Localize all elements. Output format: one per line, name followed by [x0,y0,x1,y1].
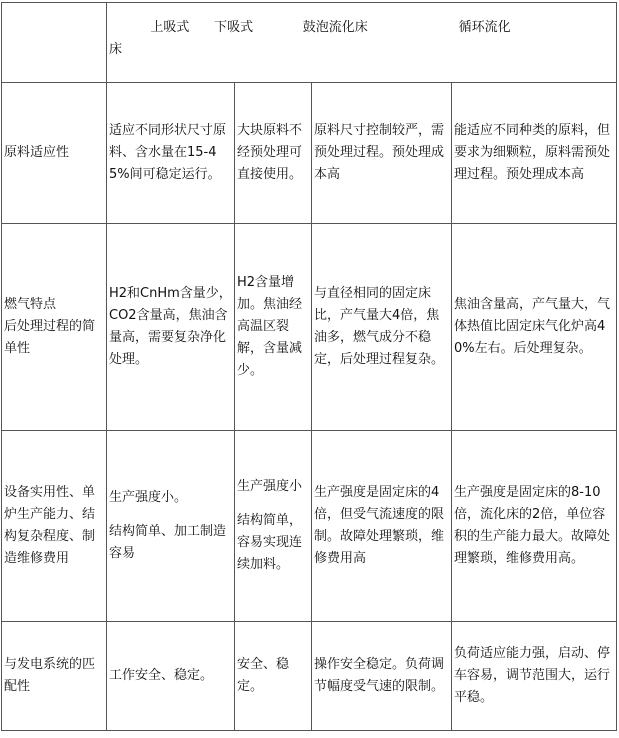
table-cell: 工作安全、稳定。 [107,622,235,731]
table-row [2,224,617,431]
table-cell: 焦油含量高，产气量大，气体热值比固定床气化炉高40%左右。后处理复杂。 [452,224,617,431]
cell-paragraph: 结构简单，容易实现连续加料。 [237,513,303,572]
table-cell: 原料尺寸控制较严，需预处理过程。预处理成本高 [312,83,452,224]
row-label: 设备实用性、单炉生产能力、结构复杂程度、制造维修费用 [2,431,107,622]
table-cell: 生产强度是固定床的8-10倍，流化床的2倍，单位容积的生产能力最大。故障处理繁琐，维修费用高。 [452,431,617,622]
table-cell: 大块原料不经预处理可直接使用。 [235,83,312,224]
table-cell: 安全、稳定。 [235,622,312,731]
table-cell: 适应不同形状尺寸原料、含水量在15-45%间可稳定运行。 [107,83,235,224]
header-line-2: 床 [109,42,123,57]
cell-paragraph: 结构简单、加工制造容易 [109,524,227,561]
table-row [2,622,617,731]
row-label-part: 燃气特点 [4,297,57,312]
table-cell: 与直径相同的固定床比，产气量大4倍，焦油多，燃气成分不稳定，后处理过程复杂。 [312,224,452,431]
row-label: 原料适应性 [2,83,107,224]
table-cell: 操作安全稳定。负荷调节幅度受气速的限制。 [312,622,452,731]
header-line-1: 上吸式 下吸式 鼓泡流化床 循环流化 [109,20,511,35]
row-label [2,224,107,431]
row-label: 与发电系统的匹配性 [2,622,107,731]
table-cell: H2和CnHm含量少，CO2含量高，焦油含量高，需要复杂净化处理。 [107,224,235,431]
header-cell [107,3,617,83]
table-cell: 负荷适应能力强，启动、停车容易，调节范围大，运行平稳。 [452,622,617,731]
table-cell: 能适应不同种类的原料，但要求为细颗粒，原料需预处理过程。预处理成本高 [452,83,617,224]
table-cell [235,431,312,622]
cell-paragraph: 生产强度小 [237,479,303,494]
table-cell [107,431,235,622]
table-cell: 生产强度是固定床的4倍，但受气流速度的限制。故障处理繁琐，维修费用高 [312,431,452,622]
header-corner-cell [2,3,107,83]
row-label-part: 后处理过程的简单性 [4,319,96,356]
table-row [2,83,617,224]
cell-paragraph: 生产强度小。 [109,490,188,505]
table-row [2,431,617,622]
table-cell: H2含量增加。焦油经高温区裂解，含量减少。 [235,224,312,431]
table-header-row [2,3,617,83]
comparison-table [1,2,617,731]
